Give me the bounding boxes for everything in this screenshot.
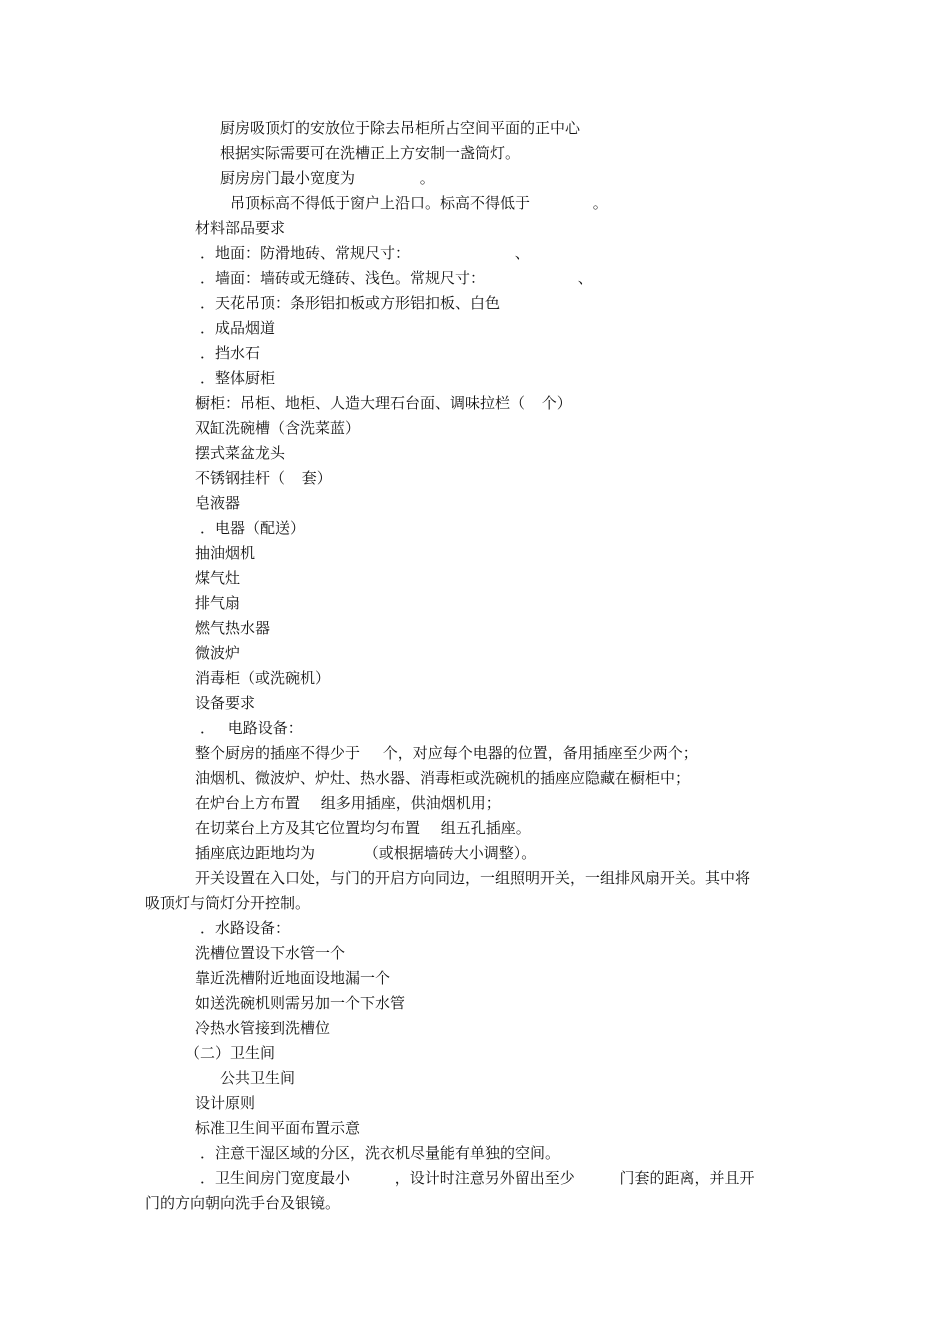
list-item: ．整体厨柜 — [200, 369, 276, 387]
list-item: ．挡水石 — [200, 344, 261, 362]
list-item: ．墙面：墙砖或无缝砖、浅色。常规尺寸： 、 — [200, 269, 593, 287]
text-line: 厨房吸顶灯的安放位于除去吊柜所占空间平面的正中心 — [220, 119, 581, 137]
text-line: 根据实际需要可在洗槽正上方安制一盏筒灯。 — [220, 144, 521, 162]
text-line: 微波炉 — [195, 644, 241, 662]
text-line: 抽油烟机 — [195, 544, 256, 562]
text-line: 吸顶灯与筒灯分开控制。 — [145, 894, 311, 912]
text-line: 厨房房门最小宽度为 。 — [220, 169, 435, 187]
text-line: 在切菜台上方及其它位置均匀布置 组五孔插座。 — [195, 819, 531, 837]
text-line: 皂液器 — [195, 494, 241, 512]
list-item: ．地面：防滑地砖、常规尺寸： 、 — [200, 244, 530, 262]
text-line: 靠近洗槽附近地面设地漏一个 — [195, 969, 391, 987]
text-line: 不锈钢挂杆（ 套） — [195, 469, 332, 487]
text-line: 橱柜：吊柜、地柜、人造大理石台面、调味拉栏（ 个） — [195, 394, 572, 412]
sub-heading: 公共卫生间 — [220, 1069, 296, 1087]
text-line: 洗槽位置设下水管一个 — [195, 944, 346, 962]
text-line: 标准卫生间平面布置示意 — [195, 1119, 361, 1137]
list-item: ．成品烟道 — [200, 319, 276, 337]
section-heading: 设备要求 — [195, 694, 256, 712]
text-line: 设计原则 — [195, 1094, 256, 1112]
list-item: ．水路设备： — [200, 919, 291, 937]
text-line: 排气扇 — [195, 594, 241, 612]
list-item: ．卫生间房门宽度最小 ，设计时注意另外留出至少 门套的距离，并且开 — [200, 1169, 755, 1187]
text-line: 油烟机、微波炉、炉灶、热水器、消毒柜或洗碗机的插座应隐藏在橱柜中； — [195, 769, 691, 787]
text-line: 双缸洗碗槽（含洗菜蓝） — [195, 419, 361, 437]
list-item: ． 电路设备： — [200, 719, 303, 737]
text-line: 吊顶标高不得低于窗户上沿口。标高不得低于 。 — [230, 194, 608, 212]
list-item: ．电器（配送） — [200, 519, 306, 537]
text-line: 煤气灶 — [195, 569, 241, 587]
text-line: 开关设置在入口处，与门的开启方向同边，一组照明开关，一组排风扇开关。其中将 — [195, 869, 751, 887]
text-line: 消毒柜（或洗碗机） — [195, 669, 331, 687]
text-line: 冷热水管接到洗槽位 — [195, 1019, 331, 1037]
section-heading: （二）卫生间 — [185, 1044, 276, 1062]
section-heading: 材料部品要求 — [195, 219, 286, 237]
text-line: 摆式菜盆龙头 — [195, 444, 286, 462]
list-item: ．注意干湿区域的分区，洗衣机尽量能有单独的空间。 — [200, 1144, 561, 1162]
text-line: 燃气热水器 — [195, 619, 271, 637]
text-line: 在炉台上方布置 组多用插座，供油烟机用； — [195, 794, 501, 812]
text-line: 整个厨房的插座不得少于 个，对应每个电器的位置，备用插座至少两个； — [195, 744, 698, 762]
text-line: 如送洗碗机则需另加一个下水管 — [195, 994, 406, 1012]
text-line: 门的方向朝向洗手台及银镜。 — [145, 1194, 341, 1212]
text-line: 插座底边距地均为 （或根据墙砖大小调整）。 — [195, 844, 537, 862]
list-item: ．天花吊顶：条形铝扣板或方形铝扣板、白色 — [200, 294, 501, 312]
